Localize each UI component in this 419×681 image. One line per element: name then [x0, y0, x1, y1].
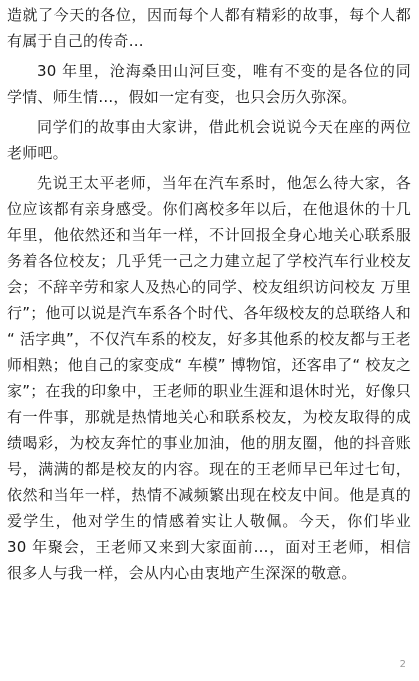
paragraph-3: 同学们的故事由大家讲，借此机会说说今天在座的两位老师吧。: [7, 118, 411, 162]
paragraph-1: 造就了今天的各位，因而每个人都有精彩的故事，每个人都有属于自己的传奇…: [7, 6, 411, 50]
paragraph-4: 先说王太平老师，当年在汽车系时，他怎么待大家，各位应该都有亲身感受。你们离校多年以后，在他退休的十几年里，他依然还和当年一样，不计回报全身心地关心联系服务着各位校友；几乎凭一己之力建立起了学校汽车行业校友会；不辞辛劳和家人及热心的同学、校友组织访问校友 万里行”；他可以说是汽车系各个时代、各年级校友的总联络人和 “ 活字典”，不仅汽车系的校友，好多其他系的校友都与王老师相熟；他自己的家变成“ 车模” 博物馆，还客串了“ 校友之家”；在我的印象中，王老师的职业生涯和退休时光，好像只有一件事，那就是热情地关心和联系校友，为校友取得的成绩喝彩，为校友奔忙的事业加油，他的朋友圈，他的抖音账号，满满的都是校友的内容。现在的王老师早已年过七旬，依然和当年一样，热情不减频繁出现在校友中间。他是真的爱学生，他对学生的情感着实让人敬佩。今天，你们毕业 30 年聚会，王老师又来到大家面前…，面对王老师，相信很多人与我一样，会从内心由衷地产生深深的敬意。: [7, 174, 411, 582]
document-body: [7, 2, 411, 590]
paragraph-2: 30 年里，沧海桑田山河巨变，唯有不变的是各位的同学情、师生情…，假如一定有变，也只会历久弥深。: [7, 62, 411, 106]
page-number: 2: [399, 659, 406, 670]
